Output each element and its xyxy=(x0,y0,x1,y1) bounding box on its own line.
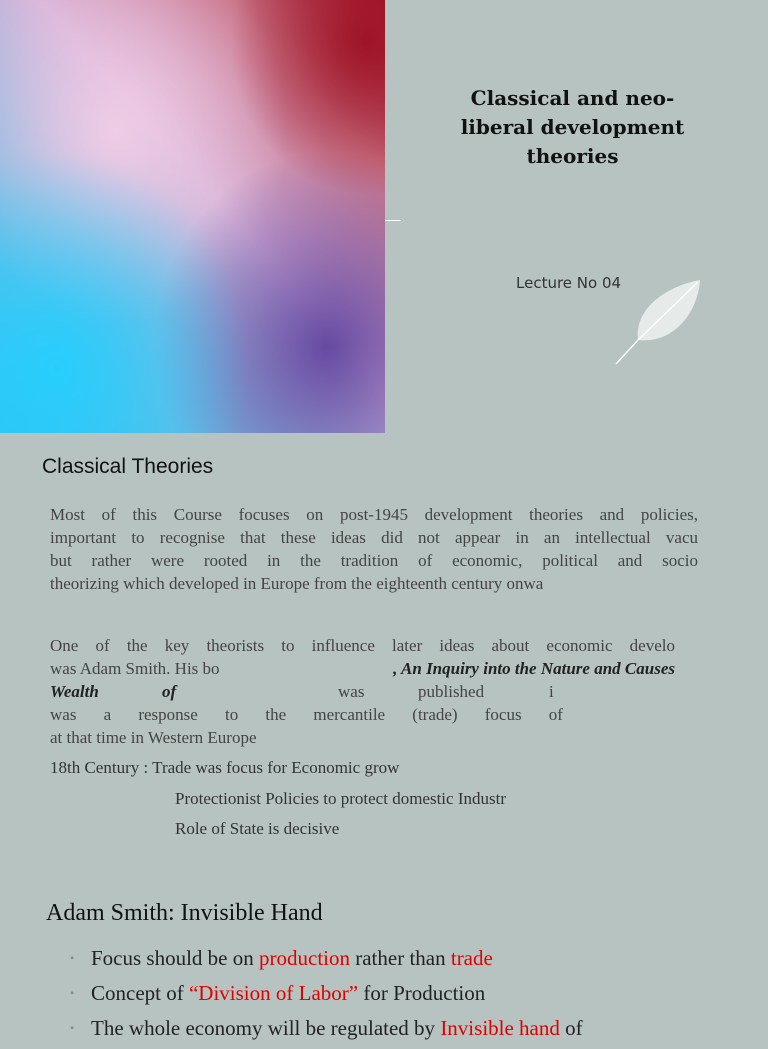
book-title-run: , An Inquiry into the Nature and Causes xyxy=(393,659,675,678)
century-line: 18th Century : Trade was focus for Economic grow xyxy=(50,758,400,777)
word: response xyxy=(138,705,198,724)
word: (trade) xyxy=(412,705,458,724)
divider-line xyxy=(385,220,401,221)
paragraph-line: but rather were rooted in the tradition of economic, political and socio xyxy=(50,551,698,570)
paragraph-line: at that time in Western Europe xyxy=(50,728,257,747)
text-run: was Adam Smith. His bo xyxy=(50,659,220,678)
highlight-text: “Division of Labor” xyxy=(188,981,359,1005)
paragraph-line: One of the key theorists to influence later ideas about economic develo xyxy=(50,636,675,655)
title-line: liberal development xyxy=(460,115,685,139)
book-title-run: of xyxy=(162,682,177,701)
word: was xyxy=(50,705,77,724)
text-run: The whole economy will be regulated by xyxy=(91,1016,441,1040)
word: mercantile xyxy=(313,705,386,724)
text-run: for Production xyxy=(358,981,486,1005)
list-item xyxy=(70,1014,583,1049)
paragraph-line xyxy=(50,657,675,680)
intro-paragraph xyxy=(50,503,698,595)
bullet-icon: • xyxy=(70,951,75,965)
highlight-text: Invisible hand xyxy=(440,1016,560,1040)
text-run: published xyxy=(418,682,485,701)
text-run: i xyxy=(549,682,554,701)
text-run: was xyxy=(338,682,365,701)
adam-smith-slide xyxy=(0,874,768,1040)
presentation-title xyxy=(455,84,690,171)
slide-heading: Adam Smith: Invisible Hand xyxy=(46,900,323,926)
title-slide xyxy=(0,0,768,433)
text-run: Focus should be on xyxy=(91,946,259,970)
watercolor-image xyxy=(0,0,385,433)
century-line: Role of State is decisive xyxy=(175,819,340,838)
word: the xyxy=(265,705,287,724)
paragraph-line: important to recognise that these ideas did not appear in an intellectual vacu xyxy=(50,528,698,547)
bullet-icon: • xyxy=(70,1021,75,1035)
highlight-text: trade xyxy=(450,946,493,970)
word: focus xyxy=(484,705,522,724)
leaf-icon xyxy=(612,278,704,368)
bullet-icon: • xyxy=(70,986,75,1000)
adam-smith-paragraph xyxy=(50,634,675,749)
century-line: Protectionist Policies to protect domestic Industr xyxy=(175,789,506,808)
bullet-list xyxy=(70,944,583,1049)
classical-theories-slide xyxy=(0,433,768,874)
highlight-text: production xyxy=(259,946,350,970)
paragraph-line: Most of this Course focuses on post-1945 development theories and policies, xyxy=(50,505,698,524)
text-run: Concept of xyxy=(91,981,189,1005)
word: of xyxy=(548,705,563,724)
paragraph-line xyxy=(50,680,675,703)
text-run: of xyxy=(559,1016,583,1040)
lecture-number: Lecture No 04 xyxy=(516,274,622,292)
paragraph-line: theorizing which developed in Europe from the eighteenth century onwa xyxy=(50,574,544,593)
word: to xyxy=(225,705,239,724)
paragraph-line xyxy=(50,703,563,726)
title-line: Classical and neo- xyxy=(470,86,675,110)
text-run: rather than xyxy=(349,946,451,970)
list-item xyxy=(70,979,583,1014)
book-title-run: Wealth xyxy=(50,682,99,701)
title-line: theories xyxy=(526,144,619,168)
slide-heading: Classical Theories xyxy=(42,455,214,478)
list-item xyxy=(70,944,583,979)
word: a xyxy=(103,705,112,724)
